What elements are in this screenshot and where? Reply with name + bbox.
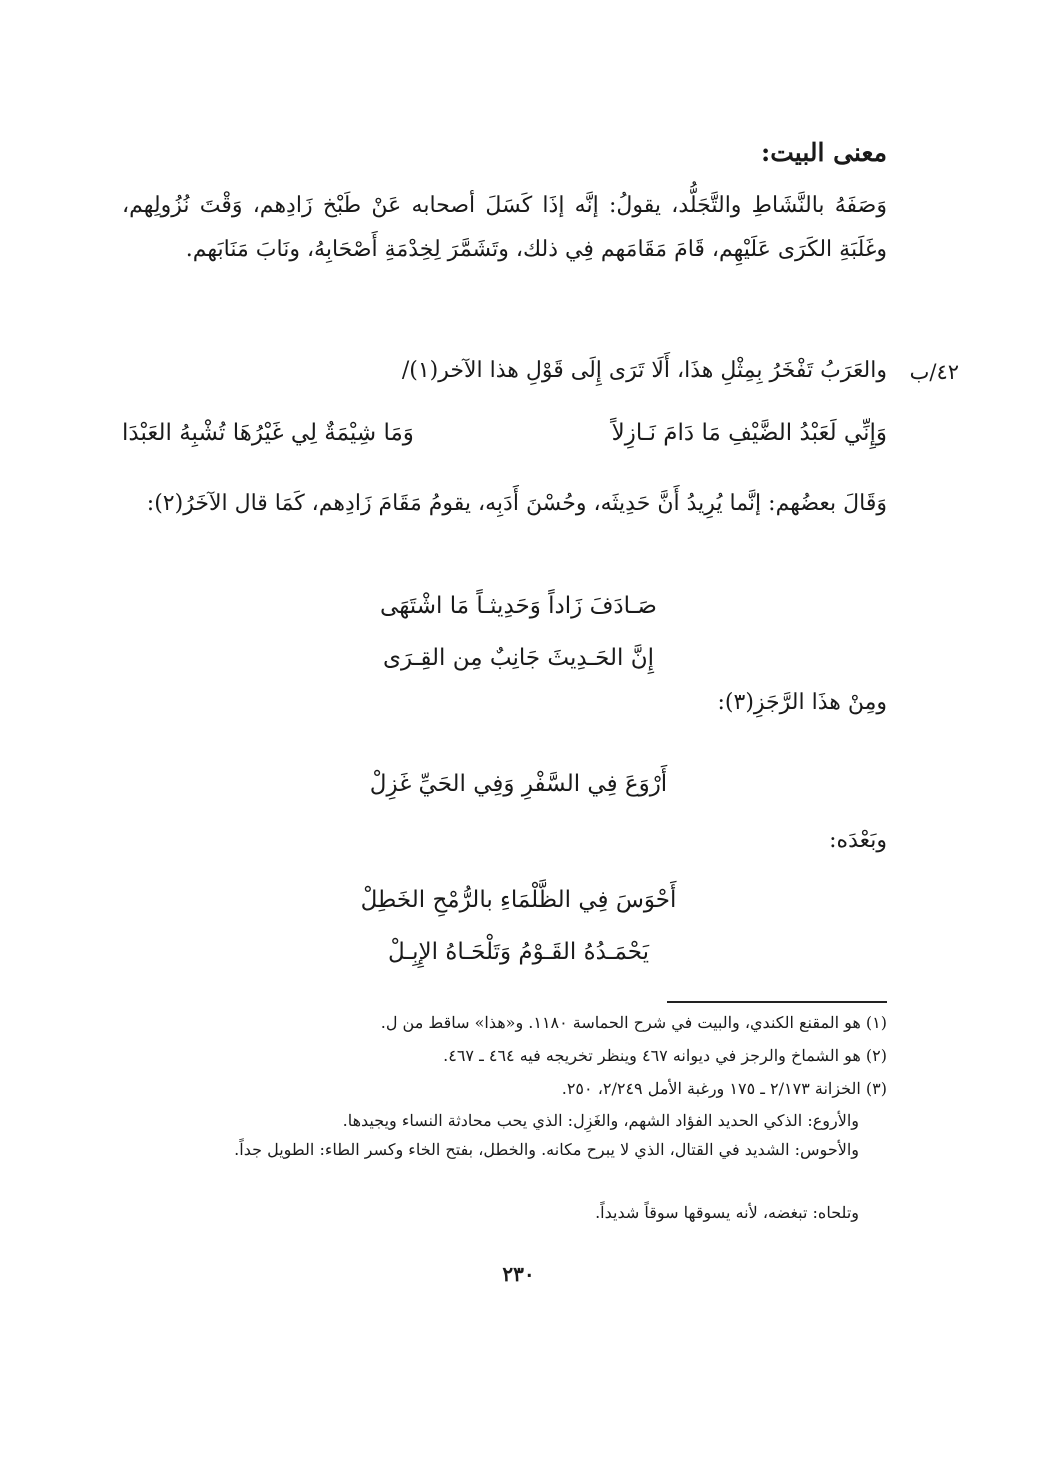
poem-block-1 [0,580,1037,684]
footnote: (٣) الخزانة ٢/١٧٣ ـ ١٧٥ ورغبة الأمل ٢/٢٤٩، ٢٥٠. [561,1079,887,1098]
page-number: ٢٣٠ [502,1262,535,1286]
after-label: وبَعْدَه: [829,828,887,853]
poem-line: يَحْمَـدُهُ القَـوْمُ وَتَلْحَـاهُ الإِبِـلْ [387,939,650,965]
footnote: (٢) هو الشماخ والرجز في ديوانه ٤٦٧ وينظر تخريجه فيه ٤٦٤ ـ ٤٦٧. [443,1046,887,1065]
explanation-paragraph: وَصَفَهُ بالنَّشَاطِ والتَّجَلُّد، يقولُ: إنَّه إذَا كَسَلَ أصحابه عَنْ طَبْخ زَادِهم، وَقْتَ نُزُولِهم، وغَلَبَةِ الكَرَى عَلَيْهِم، قَامَ مَقَامَهم فِي ذلك، وتَشَمَّرَ لِخِدْمَةِ أَصْحَابِهُ، ونَابَ مَنَابَهم. [122,193,887,262]
poem-line: إِنَّ الحَـدِيثَ جَانِبٌ مِن القِـرَى [382,645,655,671]
glossary-note: والأروع: الذكي الحديد الفؤاد الشهم، والغَزِل: الذي يحب محادثة النساء ويجيدها. [342,1111,859,1130]
poem-line: أَحْوَسَ فِي الظَّلْمَاءِ بالرُّمْحِ الخَطِلْ [360,887,677,913]
glossary-note: والأحوس: الشديد في القتال، الذي لا يبرح مكانه. والخطل، بفتح الخاء وكسر الطاء: الطويل جداً. [234,1140,859,1159]
commentary-paragraph: وَقَالَ بعضُهم: إنَّما يُرِيدُ أَنَّ حَدِيثَه، وحُسْنَ أَدَبِه، يقومُ مَقَامَ زَادِهم، كَمَا قال الآخَرُ(٢): [146,491,887,516]
glossary-note: وتلحاه: تبغضه، لأنه يسوقها سوقاً شديداً. [595,1203,859,1222]
footnote: (١) هو المقنع الكندي، والبيت في شرح الحماسة ١١٨٠. و«هذا» ساقط من ل. [380,1013,887,1032]
poem-line: صَـادَفَ زَاداً وَحَدِيثـاً مَا اشْتَهَى [380,593,657,619]
poem-line: أَرْوَعَ فِي السَّفْرِ وَفِي الحَيِّ غَزِلْ [369,771,668,797]
poem-block-3 [0,874,1037,978]
rajaz-intro: ومِنْ هذَا الرَّجَزِ(٣): [717,690,887,715]
citation-intro-line: والعَرَبُ تَفْخَرُ بِمِثْلِ هذَا، أَلَا تَرَى إِلَى قَوْلِ هذا الآخر(١)/ [401,358,887,383]
manuscript-folio-marker: ٤٢/ب [909,360,959,384]
verse-line [122,420,887,446]
verse-first-hemistich: وَإِنِّي لَعَبْدُ الضَّيْفِ مَا دَامَ نَـازِلاً [611,420,887,446]
verse-second-hemistich: وَمَا شِيْمَةٌ لِي غَيْرُهَا تُشْبِهُ العَبْدَا [122,420,414,446]
footnote-divider [667,1001,887,1003]
poem-block-2 [0,758,1037,810]
section-heading: معنى البيت: [761,138,887,167]
